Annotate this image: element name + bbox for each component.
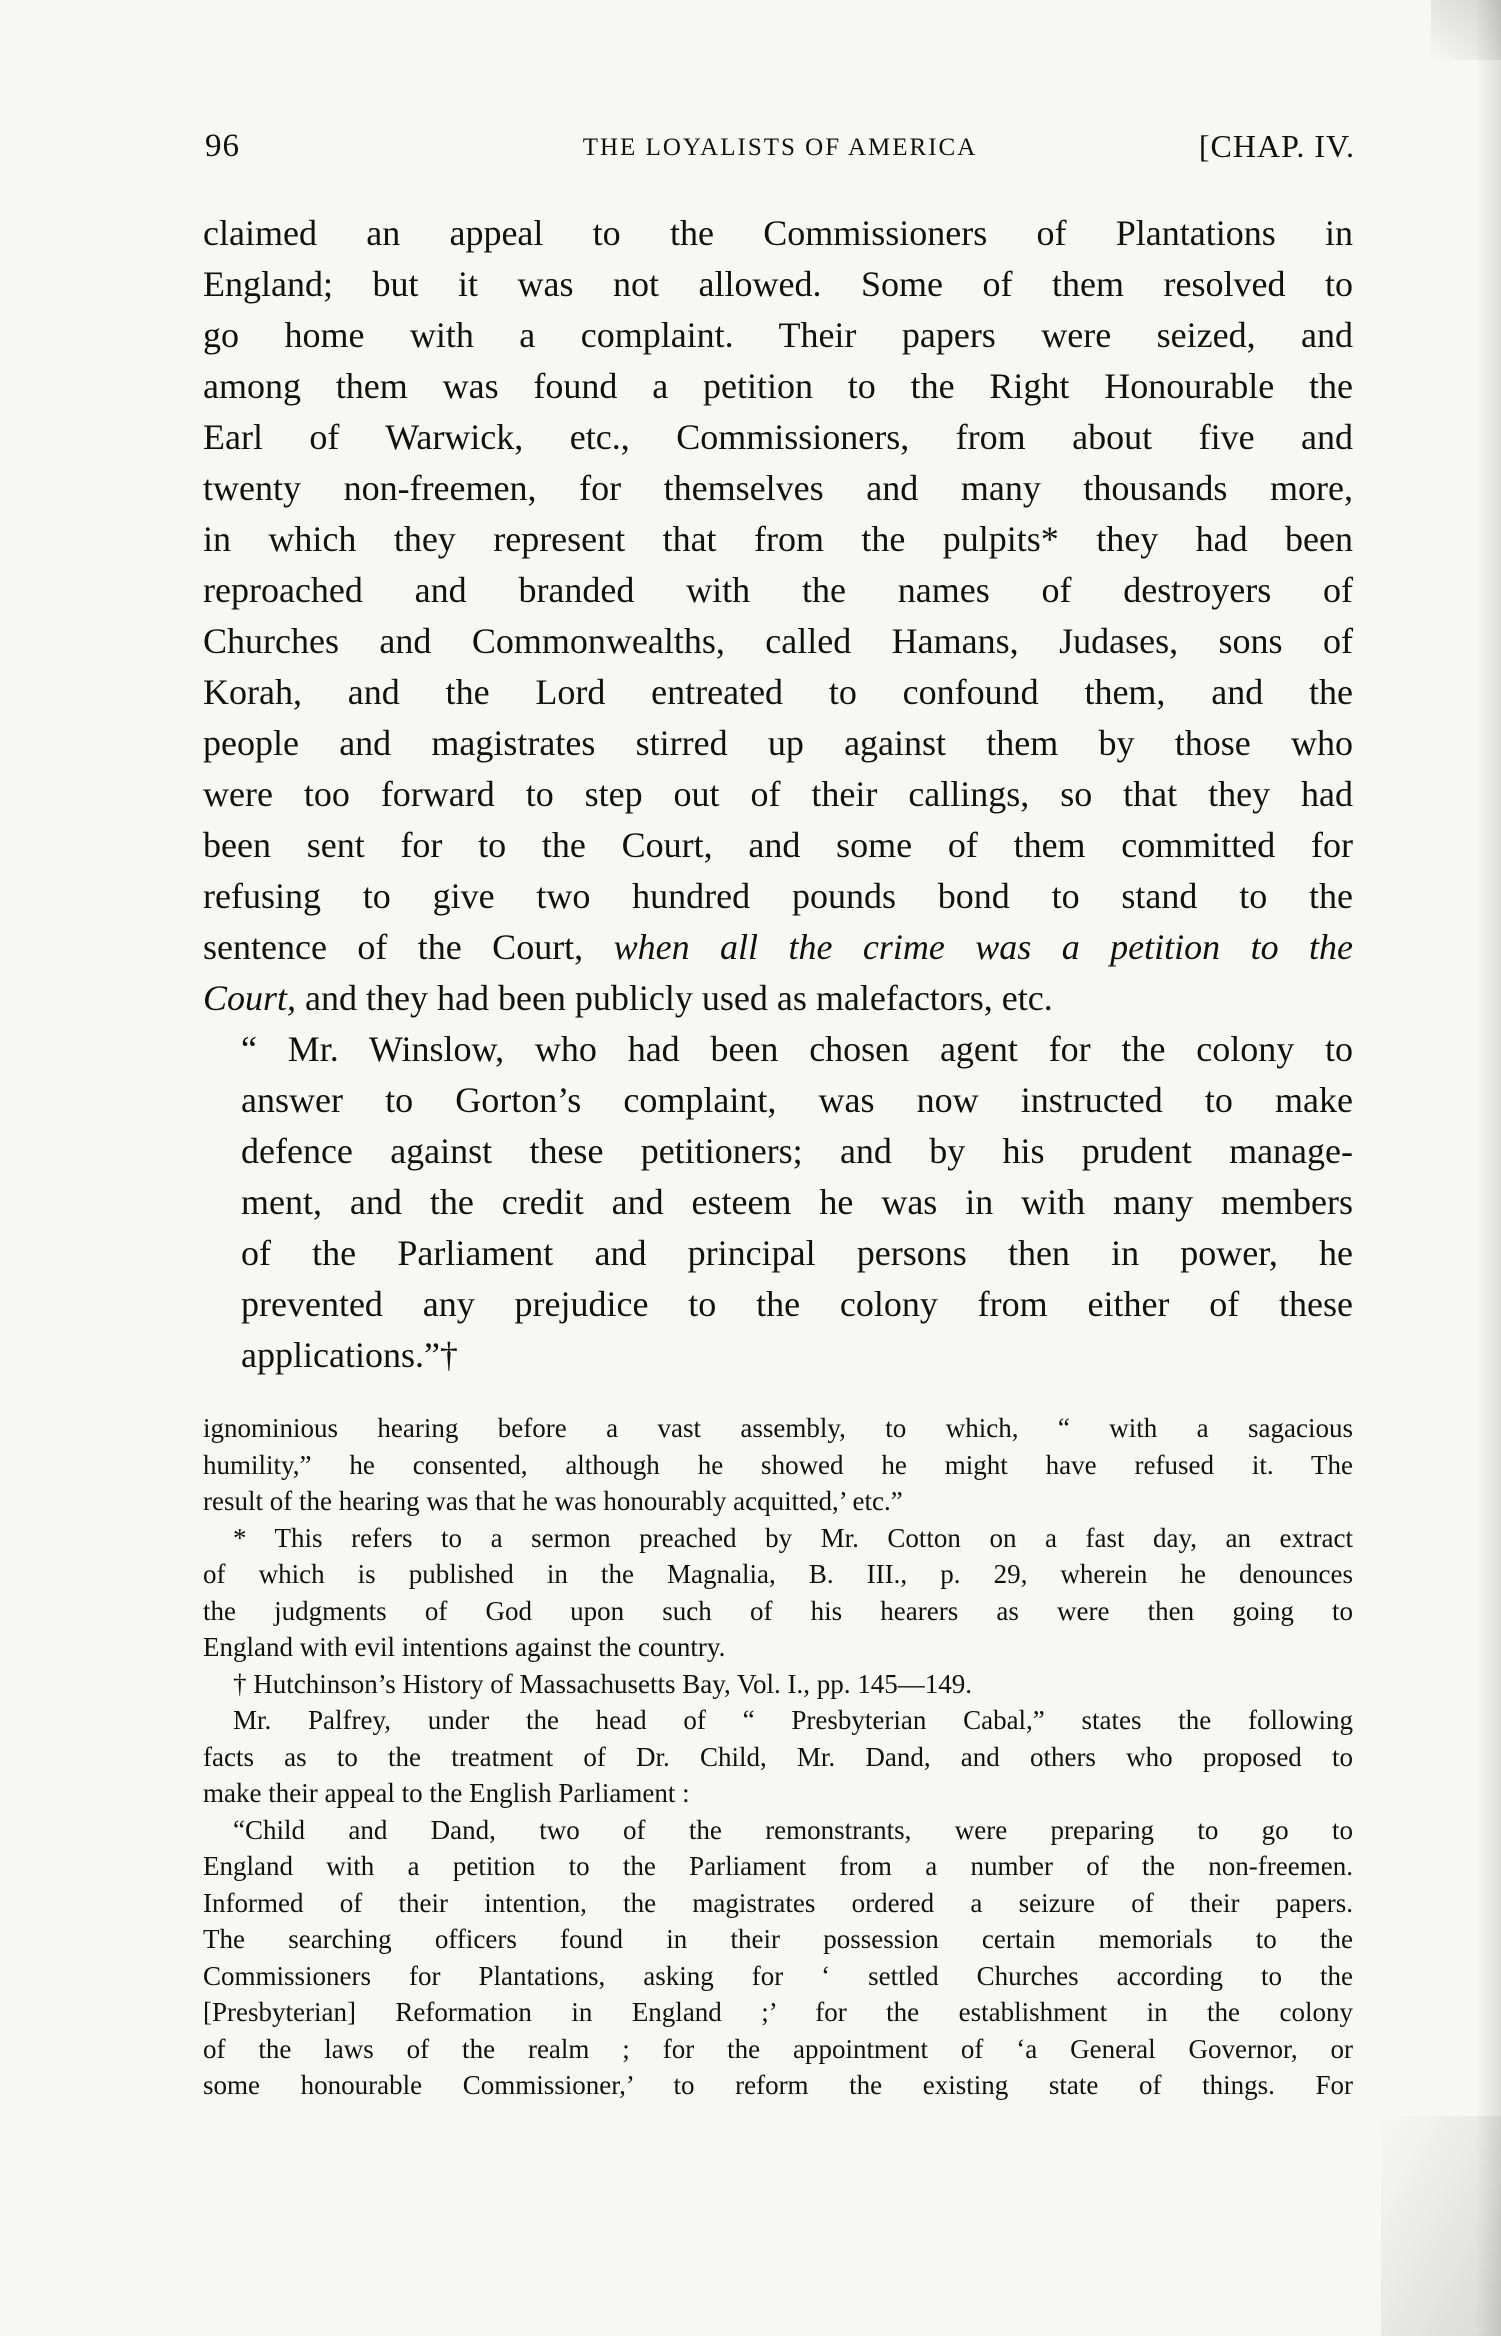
text-segment: and they had been publicly used as malefactors, etc.	[296, 978, 1053, 1018]
text-line: twenty non-freemen, for themselves and many thousands more,	[203, 468, 1353, 508]
footnote-line: humility,” he consented, although he showed he might have refused it. The	[203, 1449, 1353, 1480]
footnote-palfrey	[203, 1702, 1353, 1812]
footnote-line: Commissioners for Plantations, asking for ‘ settled Churches according to the	[203, 1960, 1353, 1991]
page-corner-shadow-bottom	[1381, 2116, 1501, 2336]
footnote-continuation	[203, 1410, 1353, 1520]
text-line	[203, 973, 1353, 1024]
text-line: Churches and Commonwealths, called Hamans, Judases, sons of	[203, 621, 1353, 661]
footnote-quote	[203, 1812, 1353, 2104]
text-line: go home with a complaint. Their papers were seized, and	[203, 315, 1353, 355]
text-line: in which they represent that from the pulpits* they had been	[203, 519, 1353, 559]
text-line: defence against these petitioners; and by his prudent manage-	[241, 1131, 1353, 1171]
footnote-line: ignominious hearing before a vast assembly, to which, “ with a sagacious	[203, 1413, 1353, 1443]
footnote-dagger	[203, 1666, 1353, 1703]
italic-quote: when all the crime was a petition to the	[613, 927, 1353, 967]
italic-quote: Court,	[203, 978, 297, 1018]
text-line: applications.”†	[241, 1335, 458, 1375]
footnote-line: of the laws of the realm ; for the appointment of ‘a General Governor, or	[203, 2033, 1353, 2064]
paragraph-2	[203, 1024, 1353, 1381]
running-header	[205, 128, 1355, 168]
page-number: 96	[205, 128, 240, 164]
text-line: been sent for to the Court, and some of them committed for	[203, 825, 1353, 865]
footnote-line: England with a petition to the Parliament from a number of the non-freemen.	[203, 1851, 1353, 1881]
footnote-line: England with evil intentions against the country.	[203, 1632, 726, 1662]
page-corner-shadow-top	[1431, 0, 1501, 60]
page-edge-shadow	[1475, 0, 1501, 2336]
text-line: refusing to give two hundred pounds bond to stand to the	[203, 876, 1353, 916]
main-text	[203, 208, 1353, 1381]
footnote-line: the judgments of God upon such of his hearers as were then going to	[203, 1595, 1353, 1626]
text-line: ment, and the credit and esteem he was in with many members	[241, 1182, 1353, 1222]
footnote-line: make their appeal to the English Parliament :	[203, 1778, 690, 1808]
footnote-line: facts as to the treatment of Dr. Child, Mr. Dand, and others who proposed to	[203, 1741, 1353, 1772]
footnote-line: * This refers to a sermon preached by Mr. Cotton on a fast day, an extract	[233, 1522, 1353, 1553]
text-segment: sentence of the Court,	[203, 927, 614, 967]
text-line: prevented any prejudice to the colony from either of these	[241, 1284, 1353, 1324]
text-line: Korah, and the Lord entreated to confound them, and the	[203, 672, 1353, 712]
text-line: among them was found a petition to the Right Honourable the	[203, 366, 1353, 406]
text-line: reproached and branded with the names of destroyers of	[203, 570, 1353, 610]
footnote-line: some honourable Commissioner,’ to reform the existing state of things. For	[203, 2070, 1353, 2100]
footnote-line: result of the hearing was that he was honourably acquitted,’ etc.”	[203, 1486, 903, 1516]
footnote-line: † Hutchinson’s History of Massachusetts Bay, Vol. I., pp. 145—149.	[233, 1668, 972, 1699]
text-line: “ Mr. Winslow, who had been chosen agent for the colony to	[241, 1029, 1353, 1069]
text-line: answer to Gorton’s complaint, was now instructed to make	[241, 1080, 1353, 1120]
footnote-line: The searching officers found in their possession certain memorials to the	[203, 1924, 1353, 1954]
text-line: Earl of Warwick, etc., Commissioners, from about five and	[203, 417, 1353, 457]
chapter-reference: [CHAP. IV.	[1198, 128, 1355, 164]
text-line: people and magistrates stirred up against them by those who	[203, 723, 1353, 763]
text-line: England; but it was not allowed. Some of them resolved to	[203, 264, 1353, 304]
footnotes	[203, 1410, 1353, 2104]
footnote-line: [Presbyterian] Reformation in England ;’ for the establishment in the colony	[203, 1997, 1353, 2027]
text-line: were too forward to step out of their callings, so that they had	[203, 774, 1353, 814]
footnote-line: Mr. Palfrey, under the head of “ Presbyterian Cabal,” states the following	[233, 1705, 1353, 1735]
text-line: claimed an appeal to the Commissioners of Plantations in	[203, 213, 1353, 253]
text-line: of the Parliament and principal persons then in power, he	[241, 1233, 1353, 1273]
footnote-line: of which is published in the Magnalia, B. III., p. 29, wherein he denounces	[203, 1559, 1353, 1589]
text-line	[203, 922, 1353, 973]
running-title: THE LOYALISTS OF AMERICA	[582, 134, 978, 161]
footnote-star	[203, 1520, 1353, 1666]
paragraph-1	[203, 208, 1353, 1024]
footnote-line: “Child and Dand, two of the remonstrants, were preparing to go to	[233, 1814, 1353, 1845]
footnote-line: Informed of their intention, the magistrates ordered a seizure of their papers.	[203, 1887, 1353, 1918]
